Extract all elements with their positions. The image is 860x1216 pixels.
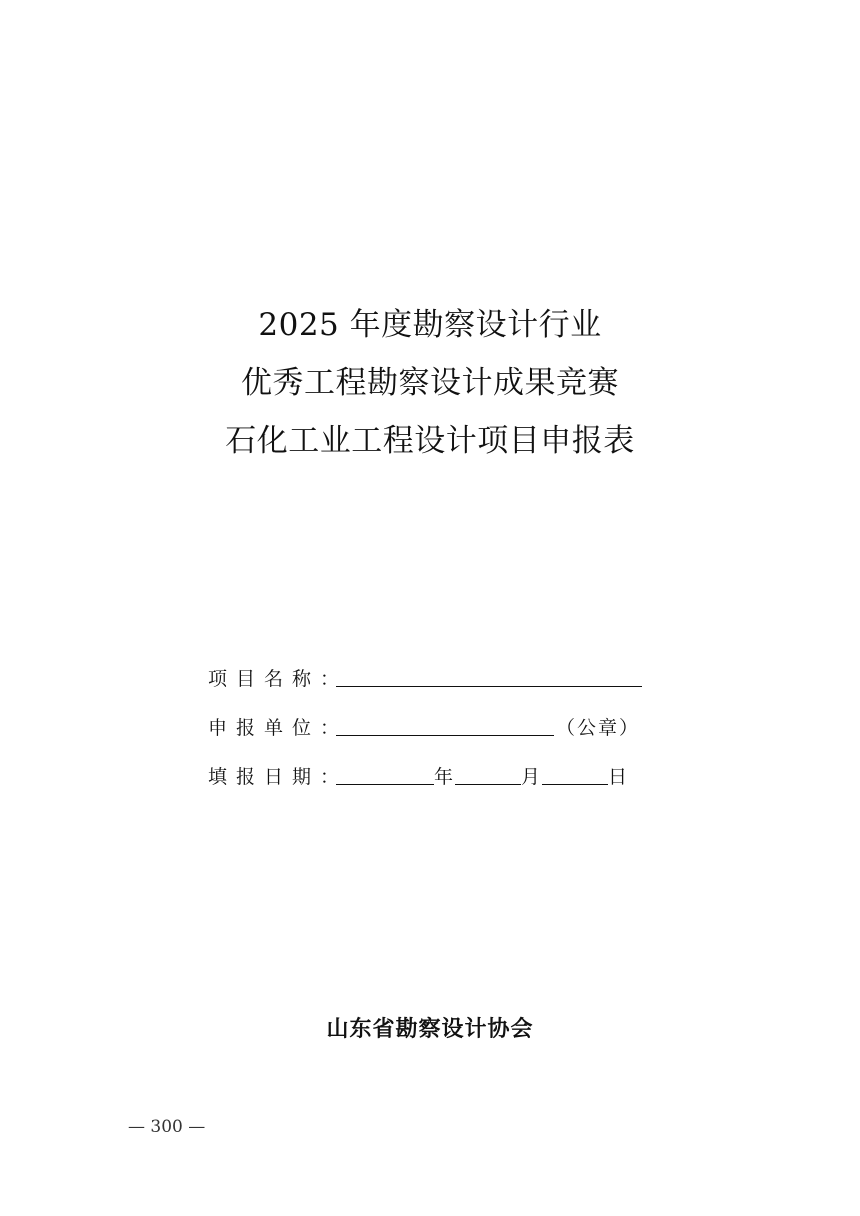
day-blank[interactable] xyxy=(542,762,608,785)
date-label: 填报日期： xyxy=(208,766,349,788)
application-form xyxy=(208,642,642,789)
form-row-unit xyxy=(208,691,642,740)
month-blank[interactable] xyxy=(455,762,521,785)
day-label: 日 xyxy=(608,766,630,788)
unit-label: 申报单位： xyxy=(208,717,349,739)
title-line-3: 石化工业工程设计项目申报表 xyxy=(225,423,635,459)
title-line-1: 2025 年度勘察设计行业 xyxy=(258,307,602,343)
unit-blank[interactable] xyxy=(336,713,554,736)
organization-name: 山东省勘察设计协会 xyxy=(326,1016,534,1042)
page-number: — 300 — xyxy=(128,1117,206,1137)
year-label: 年 xyxy=(434,766,456,788)
seal-note: （公章） xyxy=(556,717,641,739)
month-label: 月 xyxy=(521,766,543,788)
document-title xyxy=(0,296,860,470)
year-blank[interactable] xyxy=(336,762,434,785)
project-name-label: 项目名称： xyxy=(208,668,349,690)
project-name-blank[interactable] xyxy=(336,664,642,687)
form-row-date xyxy=(208,740,642,789)
form-row-project-name xyxy=(208,642,642,691)
title-line-2: 优秀工程勘察设计成果竞赛 xyxy=(241,365,619,401)
